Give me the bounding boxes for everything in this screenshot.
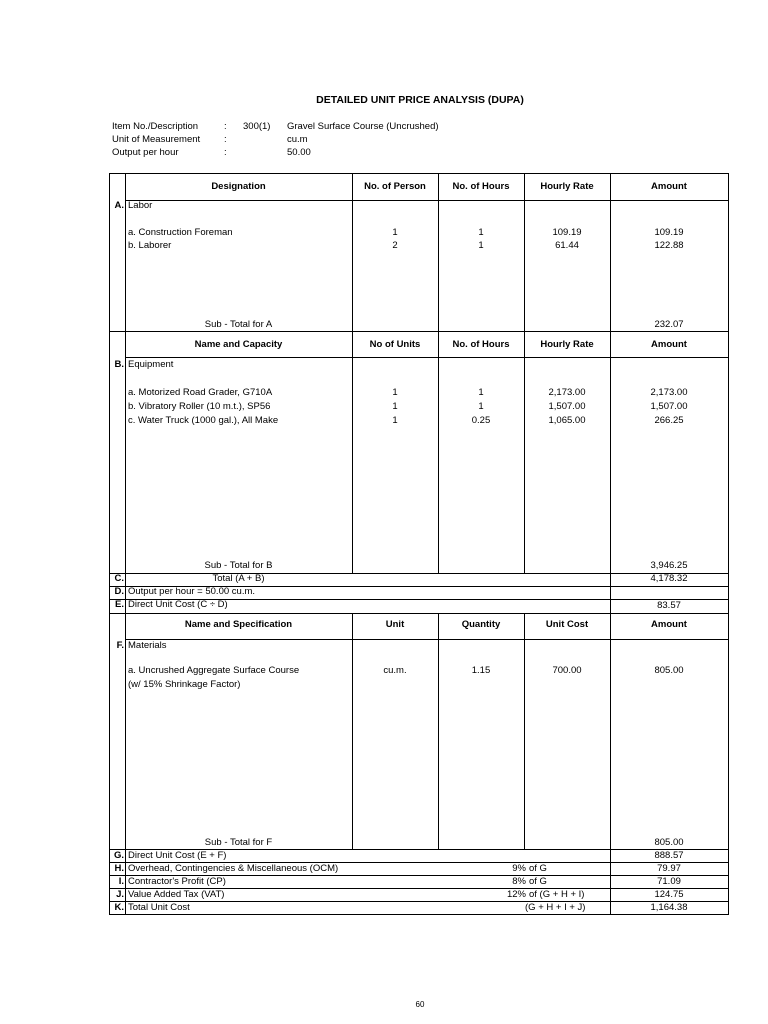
summary-percent: 12% [506, 889, 526, 900]
equipment-subtotal-amount: 3,946.25 [650, 560, 688, 571]
summary-amount: 79.97 [657, 863, 681, 874]
section-materials-title: Materials [128, 640, 167, 651]
labor-row-hours: 1 [478, 240, 484, 251]
section-letter-f: F. [116, 640, 124, 651]
equipment-row-qty: 1 [392, 387, 398, 398]
col-header-hours: No. of Hours [452, 181, 510, 192]
row-letter-d: D. [114, 586, 124, 597]
equipment-subtotal-label: Sub - Total for B [204, 560, 273, 571]
summary-amount: 888.57 [654, 850, 684, 861]
row-letter-i: I. [118, 876, 124, 887]
summary-label: Contractor's Profit (CP) [128, 876, 226, 887]
row-letter-k: K. [114, 902, 124, 913]
labor-row-hours: 1 [478, 227, 484, 238]
labor-subtotal-amount: 232.07 [654, 319, 684, 330]
col-header-amount: Amount [651, 181, 687, 192]
item-label: Item No./Description [112, 121, 199, 132]
materials-subtotal-amount: 805.00 [654, 837, 684, 848]
material-row-amount: 805.00 [654, 665, 684, 676]
unit-label: Unit of Measurement [112, 134, 201, 145]
section-equipment-title: Equipment [128, 359, 174, 370]
col-header-designation: Designation [211, 181, 266, 192]
summary-basis: of G [529, 876, 547, 887]
dupa-table [109, 173, 729, 915]
total-a-b-label: Total (A + B) [212, 573, 265, 584]
equipment-row-name: c. Water Truck (1000 gal.), All Make [128, 415, 279, 426]
equipment-row-rate: 1,507.00 [548, 401, 586, 412]
labor-row-amount: 122.88 [654, 240, 684, 251]
summary-percent: 9% [512, 863, 526, 874]
summary-label: Overhead, Contingencies & Miscellaneous (OCM) [128, 863, 339, 874]
material-row-qty: 1.15 [471, 665, 491, 676]
equipment-row-hours: 0.25 [471, 415, 491, 426]
summary-basis: of G [529, 863, 547, 874]
summary-amount: 71.09 [657, 876, 681, 887]
labor-row-qty: 1 [392, 227, 398, 238]
unit-colon: : [224, 134, 227, 145]
summary-basis: (G + H + I + J) [525, 902, 586, 913]
total-a-b-amount: 4,178.32 [650, 573, 688, 584]
summary-basis: of (G + H + I) [529, 889, 585, 900]
direct-unit-cost-label: Direct Unit Cost (C ÷ D) [128, 599, 228, 610]
section-labor-title: Labor [128, 200, 153, 211]
col-header-unit-cost: Unit Cost [545, 619, 589, 630]
row-letter-g: G. [113, 850, 124, 861]
col-header-persons: No. of Person [364, 181, 426, 192]
equipment-row-amount: 2,173.00 [650, 387, 688, 398]
col-header-name-capacity: Name and Capacity [194, 339, 283, 350]
item-colon: : [224, 121, 227, 132]
equipment-row-qty: 1 [392, 401, 398, 412]
document-title: DETAILED UNIT PRICE ANALYSIS (DUPA) [316, 94, 524, 106]
col-header-name-specification: Name and Specification [184, 619, 293, 630]
output-value: 50.00 [287, 147, 311, 158]
col-header-hourly-rate: Hourly Rate [540, 181, 594, 192]
output-label: Output per hour [112, 147, 179, 158]
col-header-unit: Unit [385, 619, 405, 630]
labor-row-name: b. Laborer [128, 240, 172, 251]
output-colon: : [224, 147, 227, 158]
materials-subtotal-label: Sub - Total for F [204, 837, 273, 848]
summary-label: Direct Unit Cost (E + F) [128, 850, 227, 861]
item-description: Gravel Surface Course (Uncrushed) [287, 121, 439, 132]
section-letter-b: B. [114, 359, 124, 370]
row-letter-h: H. [114, 863, 124, 874]
col-header-hours: No. of Hours [452, 339, 510, 350]
item-number: 300(1) [243, 121, 271, 132]
labor-row-rate: 109.19 [552, 227, 582, 238]
summary-percent: 8% [512, 876, 526, 887]
equipment-row-qty: 1 [392, 415, 398, 426]
material-row-unit-cost: 700.00 [552, 665, 582, 676]
equipment-row-hours: 1 [478, 401, 484, 412]
equipment-row-amount: 1,507.00 [650, 401, 688, 412]
summary-label: Total Unit Cost [128, 902, 190, 913]
section-letter-a: A. [114, 200, 124, 211]
row-letter-e: E. [115, 599, 124, 610]
labor-row-rate: 61.44 [555, 240, 579, 251]
row-letter-j: J. [116, 889, 124, 900]
summary-amount: 124.75 [654, 889, 684, 900]
summary-label: Value Added Tax (VAT) [128, 889, 225, 900]
summary-amount: 1,164.38 [650, 902, 688, 913]
equipment-row-hours: 1 [478, 387, 484, 398]
col-header-units: No of Units [369, 339, 421, 350]
equipment-row-name: a. Motorized Road Grader, G710A [128, 387, 273, 398]
row-letter-c: C. [114, 573, 124, 584]
col-header-amount: Amount [651, 619, 687, 630]
labor-subtotal-label: Sub - Total for A [204, 319, 273, 330]
equipment-row-rate: 1,065.00 [548, 415, 586, 426]
unit-value: cu.m [287, 134, 308, 145]
output-per-hour-label: Output per hour = 50.00 cu.m. [128, 586, 256, 597]
labor-row-name: a. Construction Foreman [128, 227, 233, 238]
col-header-quantity: Quantity [461, 619, 501, 630]
material-row-name-note: (w/ 15% Shrinkage Factor) [128, 679, 241, 690]
page-number: 60 [415, 1000, 425, 1009]
equipment-row-rate: 2,173.00 [548, 387, 586, 398]
equipment-row-name: b. Vibratory Roller (10 m.t.), SP56 [128, 401, 271, 412]
col-header-hourly-rate: Hourly Rate [540, 339, 594, 350]
labor-row-qty: 2 [392, 240, 398, 251]
equipment-row-amount: 266.25 [654, 415, 684, 426]
direct-unit-cost-amount: 83.57 [657, 600, 681, 611]
material-row-name: a. Uncrushed Aggregate Surface Course [128, 665, 300, 676]
material-row-unit: cu.m. [383, 665, 407, 676]
col-header-amount: Amount [651, 339, 687, 350]
labor-row-amount: 109.19 [654, 227, 684, 238]
